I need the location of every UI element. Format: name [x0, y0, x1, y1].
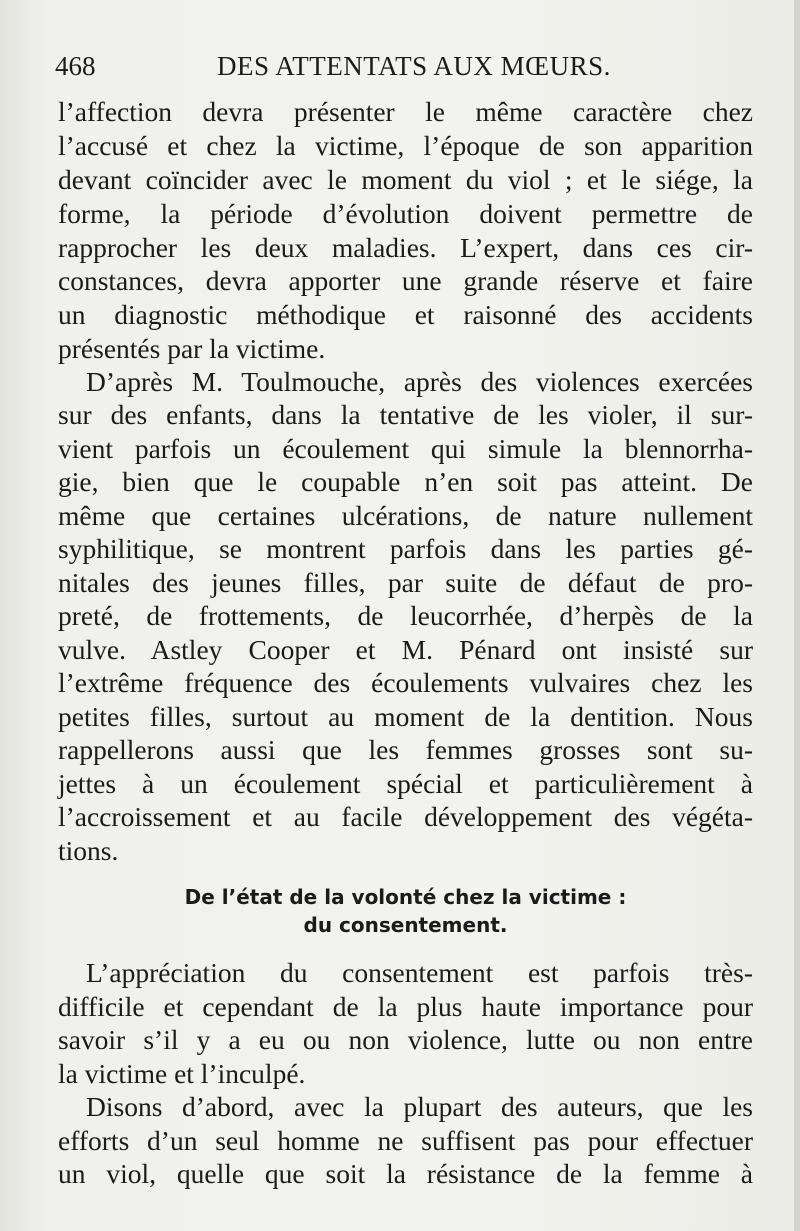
- page-number: 468: [55, 51, 96, 81]
- text-line: syphilitique, se montrent parfois dans les parties gé-: [58, 533, 753, 564]
- text-line: un viol, quelle que soit la résistance de la femme à: [58, 1158, 753, 1189]
- text-line: efforts d’un seul homme ne suffisent pas pour effectuer: [58, 1125, 753, 1156]
- text-line: constances, devra apporter une grande réserve et faire: [58, 265, 753, 296]
- text-line-last: la victime et l’inculpé.: [58, 1058, 306, 1089]
- text-line: même que certaines ulcérations, de nature nullement: [58, 500, 753, 531]
- text-line: un diagnostic méthodique et raisonné des accidents: [58, 299, 753, 330]
- text-line: l’accusé et chez la victime, l’époque de son apparition: [58, 130, 753, 161]
- text-line: forme, la période d’évolution doivent permettre de: [58, 198, 753, 229]
- text-line: vient parfois un écoulement qui simule la blennorrha-: [58, 433, 753, 464]
- running-title: DES ATTENTATS AUX MŒURS.: [217, 51, 611, 81]
- page-edge: [794, 0, 800, 1231]
- text-line: l’affection devra présenter le même caractère chez: [58, 96, 753, 127]
- text-line-last: présentés par la victime.: [58, 333, 326, 364]
- text-line: rappellerons aussi que les femmes grosses sont su-: [58, 734, 753, 765]
- running-header: [55, 46, 755, 86]
- text-line: petites filles, surtout au moment de la dentition. Nous: [58, 701, 753, 732]
- text-line: sur des enfants, dans la tentative de les violer, il sur-: [58, 399, 753, 430]
- paragraph-first-line: L’appréciation du consentement est parfois très-: [86, 957, 753, 988]
- text-line: difficile et cependant de la plus haute importance pour: [58, 991, 753, 1022]
- section-subtitle: du consentement.: [303, 913, 508, 937]
- text-line: vulve. Astley Cooper et M. Pénard ont insisté sur: [58, 634, 753, 665]
- section-title: De l’état de la volonté chez la victime :: [184, 885, 627, 909]
- paragraph-first-line: D’après M. Toulmouche, après des violences exercées: [86, 366, 753, 397]
- text-line-last: tions.: [58, 835, 119, 866]
- text-line: jettes à un écoulement spécial et particulièrement à: [58, 768, 753, 799]
- text-line: nitales des jeunes filles, par suite de défaut de pro-: [58, 567, 753, 598]
- text-line: devant coïncider avec le moment du viol ; et le siége, la: [58, 164, 753, 195]
- text-line: gie, bien que le coupable n’en soit pas atteint. De: [58, 466, 753, 497]
- text-line: savoir s’il y a eu ou non violence, lutte ou non entre: [58, 1024, 753, 1055]
- text-line: rapprocher les deux maladies. L’expert, dans ces cir-: [58, 232, 753, 263]
- paragraph-first-line: Disons d’abord, avec la plupart des auteurs, que les: [86, 1091, 753, 1122]
- text-line: preté, de frottements, de leucorrhée, d’herpès de la: [58, 600, 753, 631]
- text-line: l’accroissement et au facile développement des végéta-: [58, 801, 753, 832]
- text-line: l’extrême fréquence des écoulements vulvaires chez les: [58, 667, 753, 698]
